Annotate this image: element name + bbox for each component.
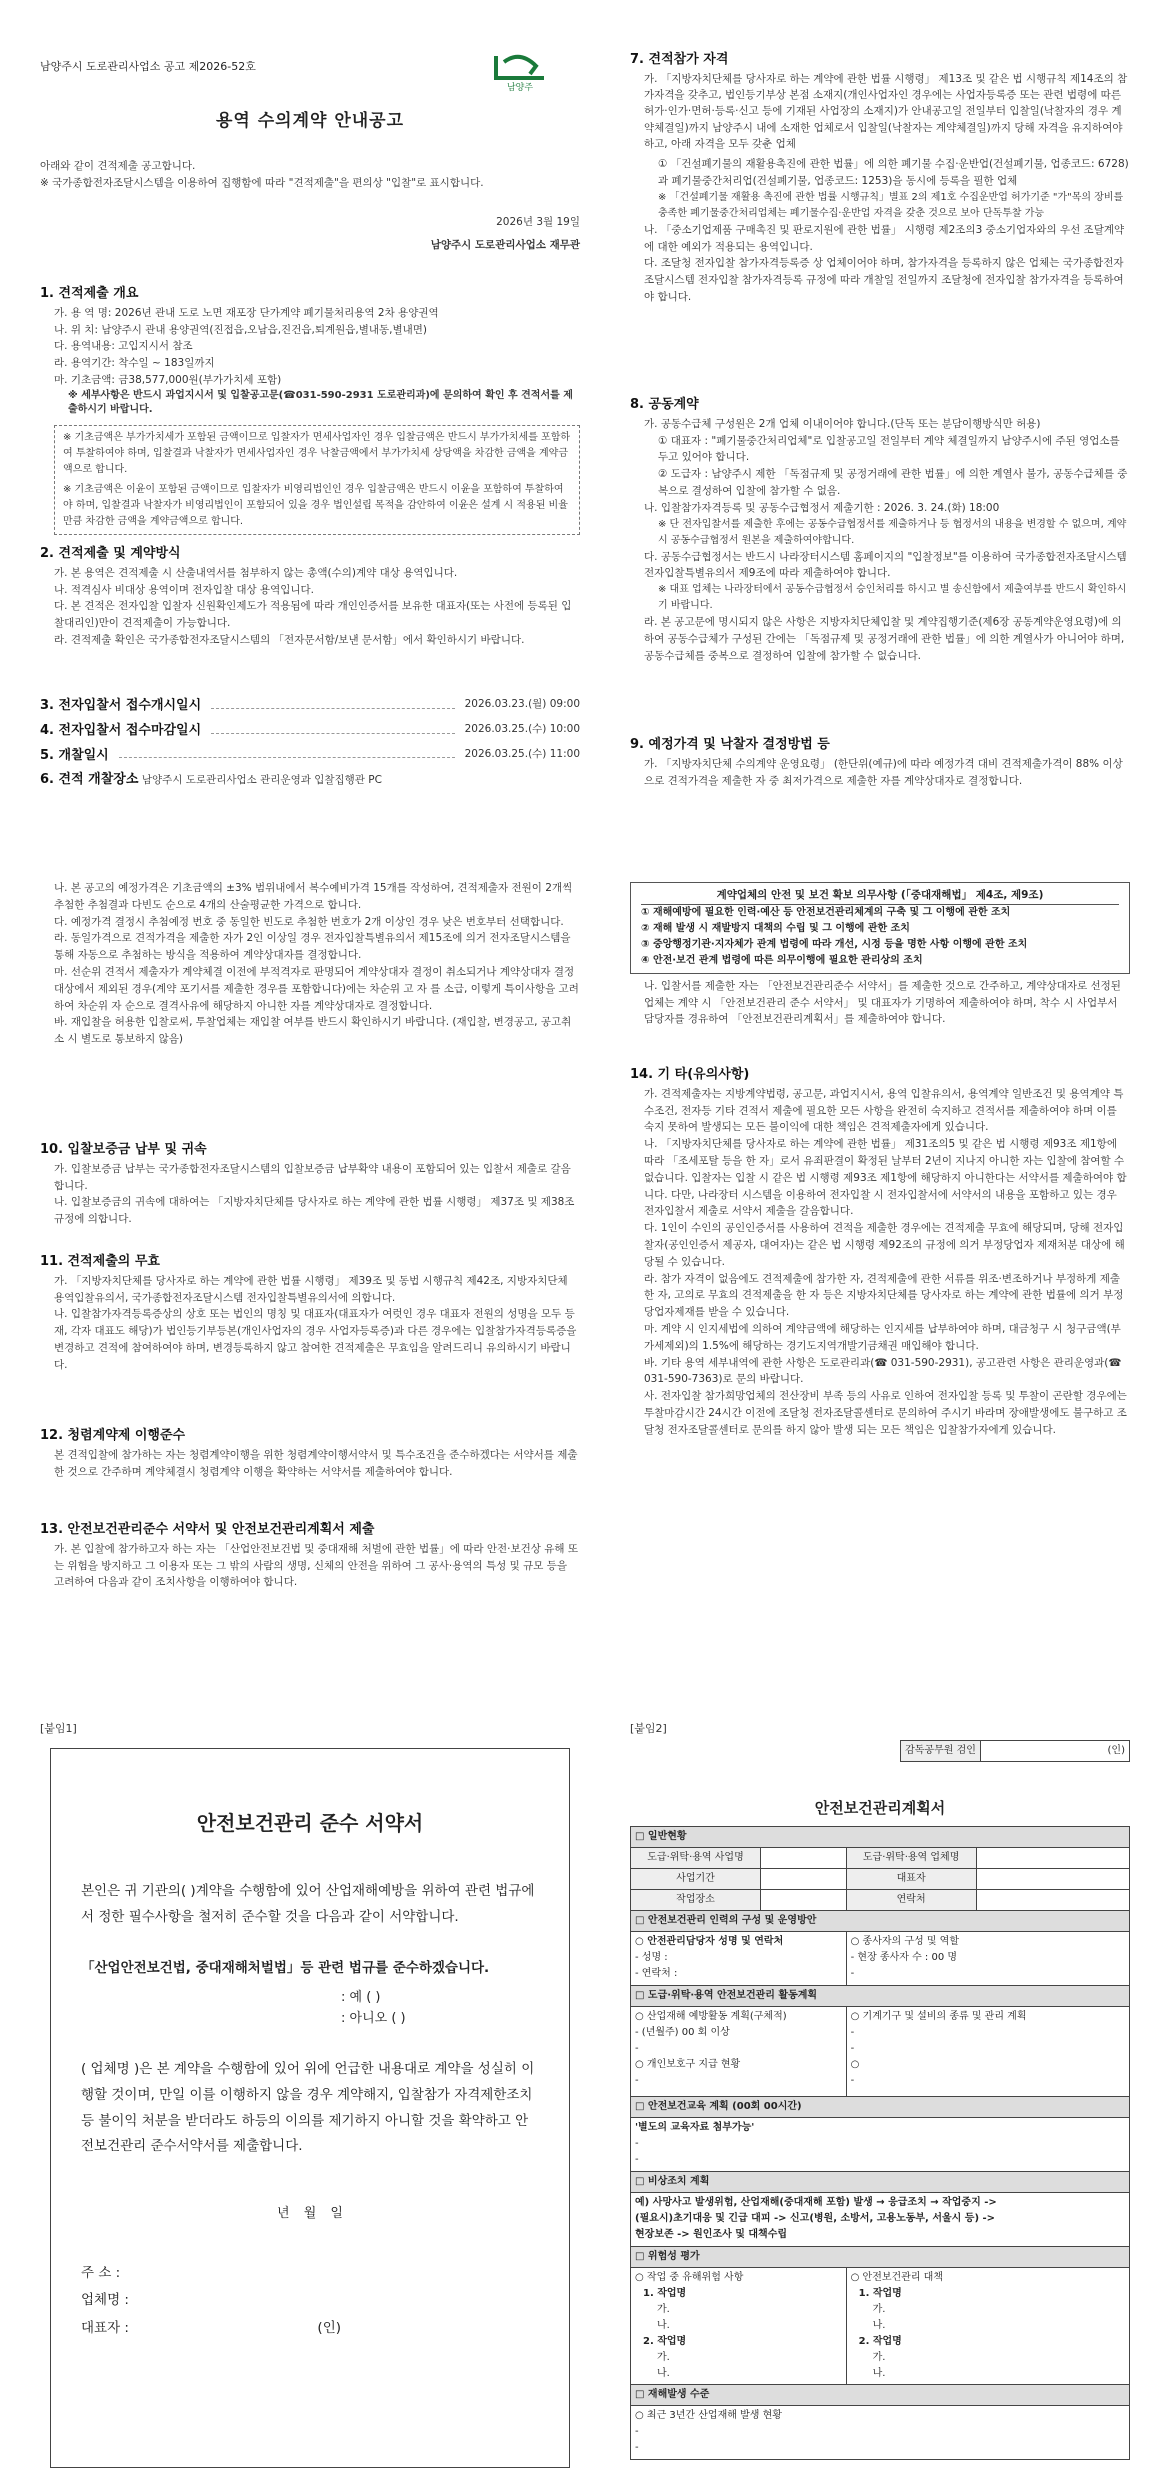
form-cell xyxy=(846,2007,1129,2097)
schedule-row xyxy=(40,746,580,767)
form-text: 1. 작업명 xyxy=(643,2288,687,2299)
section-2 xyxy=(40,544,580,649)
s14-item: 다. 1인이 수인의 공인인증서를 사용하여 견적을 제출한 경우에는 견적제출 무효에 해당되며, 당해 전자입찰자(공인인증서 제공자, 대여자)는 같은 법 시행령 제92조의 규정에 의거 부정당업자 제재처분 대상에 해당될 수 있습니다. xyxy=(644,1222,1125,1268)
form-text: 예) 사망사고 발생위험, 산업재해(중대재해 포함) 발생 → 응급조치 → 작업중지 -> xyxy=(635,2197,997,2208)
form-text: ○ 작업 중 유해위험 사항 xyxy=(635,2272,744,2283)
form-text: 나. xyxy=(657,2368,670,2379)
pledge-seal: (인) xyxy=(317,2320,341,2337)
s11-text: 가. 「지방자치단체를 당사자로 하는 계약에 관한 법률 시행령」 제39조 및 동법 시행규칙 제42조, 지방자치단체 용역입찰유의서, 국가종합전자조달시스템 전자입찰특별유의서에 의합니다. xyxy=(54,1274,568,1304)
form-text: - 연락처 : xyxy=(635,1968,678,1979)
form-text: - xyxy=(635,2442,639,2453)
schedule xyxy=(40,696,580,791)
s10-text: 가. 입찰보증금 납부는 국가종합전자조달시스템의 입찰보증금 납부확약 내용이 포함되어 있는 입찰서 제출로 갈음합니다. xyxy=(54,1162,571,1192)
schedule-label: 3. 전자입찰서 접수개시일시 xyxy=(40,698,202,713)
form-text: 2. 작업명 xyxy=(858,2336,902,2347)
section-heading: 1. 견적제출 개요 xyxy=(40,286,139,301)
schedule-value: 남양주시 도로관리사업소 관리운영과 입찰집행관 PC xyxy=(141,774,382,787)
s8-text: 나. 입찰참가자격등록 및 공동수급협정서 제출기한 : 2026. 3. 24.(화) 18:00 xyxy=(644,501,1000,514)
section-7 xyxy=(630,50,1130,306)
form-text: - xyxy=(850,1968,855,1979)
s8-text: 라. 본 공고문에 명시되지 않은 사항은 지방자치단체입찰 및 계약집행기준(제6장 공동계약운영요령)에 의하여 공동수급체가 구성된 간에는 「독점규제 및 공정거래에 관한 법률」에 의한 계열사가 아니어야 하며, 공동수급체를 중복으로 결정하여 입찰에 참가할 수 없습니다. xyxy=(644,616,1125,662)
section-9-cont xyxy=(40,880,580,1048)
form-section: □ 안전보건교육 계획 (00회 00시간) xyxy=(631,2097,1130,2118)
s2-item: 다. 본 견적은 전자입찰 입찰자 신원확인제도가 적용됨에 따라 개인인증서를 보유한 대표자(또는 사전에 등록된 입찰대리인)만이 견적제출이 가능합니다. xyxy=(54,600,572,630)
schedule-label: 4. 전자입찰서 접수마감일시 xyxy=(40,722,202,738)
form-cell xyxy=(846,2268,1129,2385)
s1-item: 나. 위 치: 남양주시 관내 용양권역(진접읍,오남읍,진건읍,퇴계원읍,별내동,별내면) xyxy=(54,323,428,336)
section-heading: 13. 안전보건관리준수 서약서 및 안전보건관리계획서 제출 xyxy=(40,1522,375,1537)
section-heading: 8. 공동계약 xyxy=(630,397,699,412)
s2-item: 라. 견적제출 확인은 국가종합전자조달시스템의 「전자문서함/보낸 문서함」에서 확인하시기 바랍니다. xyxy=(54,633,525,646)
form-cell xyxy=(631,2406,1130,2460)
form-text: - xyxy=(850,2027,855,2038)
section-10 xyxy=(40,1140,580,1228)
s9b-text: 라. 동일가격으로 견적가격을 제출한 자가 2인 이상일 경우 전자입찰특별유의서 제15조에 의거 전자조달시스템을 통해 자동으로 추첨하는 방식을 적용하여 계약상대자를 결정합니다. xyxy=(54,932,571,962)
schedule-value: 2026.03.25.(수) 11:00 xyxy=(464,747,580,760)
schedule-row xyxy=(40,696,580,717)
s1-note: ※ 기초금액은 이윤이 포함된 금액이므로 입찰자가 비영리법인인 경우 입찰금액은 반드시 이윤을 포함하여 투찰하여야 하며, 입찰결과 낙찰자가 비영리법인이 포함되어 있을 경우 법인설립 목적을 감안하여 이윤은 설계 시 적용된 비율만큼 차감한 금액을 계약금액으로 합니다. xyxy=(63,483,568,527)
s14-item: 나. 「지방자치단체를 당사자로 하는 계약에 관한 법률」 제31조의5 및 같은 법 시행령 제93조 제1항에 따라 「조세포탈 등을 한 자」로서 유죄판결이 확정된 날부터 2년이 지나지 아니한 자는 입찰에 참여할 수 없습니다. 입찰자는 입찰 시 같은 법 시행령 제93조 제1항에 해당하지 아니한다는 서약서를 제출하여야 합니다. 다만, 나라장터 시스템을 이용하여 전자입찰 시 전자입찰서에 서약서의 내용을 포함하고 있는 경우 전자입찰서 제출로 서약서 제출을 갈음합니다. xyxy=(644,1138,1127,1218)
city-logo-icon xyxy=(490,52,550,94)
s2-item: 나. 적격심사 비대상 용역이며 전자입찰 대상 용역입니다. xyxy=(54,583,314,596)
section-heading: 9. 예정가격 및 낙찰자 결정방법 등 xyxy=(630,737,830,752)
schedule-label: 6. 견적 개찰장소 xyxy=(40,772,139,788)
form-text: 가. xyxy=(872,2304,886,2315)
s1-item: 마. 기초금액: 금38,577,000원(부가가치세 포함) xyxy=(54,373,282,386)
pledge-address: 주 소 : xyxy=(81,2264,121,2281)
pledge-law: 「산업안전보건법, 중대재해처벌법」등 관련 법규를 준수하겠습니다. xyxy=(81,1960,490,1977)
notice-title: 용역 수의계약 안내공고 xyxy=(215,111,405,131)
s1-item: 라. 용역기간: 착수일 ~ 183일까지 xyxy=(54,357,215,370)
form-text: - xyxy=(850,2075,855,2086)
form-text: - 현장 종사자 수 : 00 명 xyxy=(850,1952,958,1963)
attachment-1-tag: [붙임1] xyxy=(40,1722,77,1735)
s1-warning: ※ 세부사항은 반드시 과업지시서 및 입찰공고문(☎031-590-2931 도로관리과)에 문의하여 확인 후 견적서를 제출하시기 바랍니다. xyxy=(68,389,573,415)
form-section: □ 도급·위탁·용역 안전보건관리 활동계획 xyxy=(631,1986,1130,2007)
section-1 xyxy=(40,284,580,535)
s7-text: 나. 「중소기업제품 구매촉진 및 판로지원에 관한 법률」 시행령 제2조의3 중소기업자와의 우선 조달계약에 대한 예외가 적용되는 용역입니다. xyxy=(644,223,1125,253)
s1-item: 다. 용역내용: 고입지시서 참조 xyxy=(54,340,193,353)
form-cell xyxy=(631,1932,847,1986)
schedule-value: 2026.03.25.(수) 10:00 xyxy=(464,722,580,735)
s9b-text: 마. 선순위 견적서 제출자가 계약체결 이전에 부적격자로 판명되어 계약상대자 결정이 취소되거나 계약상대자 결정 대상에서 제외된 경우(계약 포기서를 제출한 경우를 포함합니다)에는 차순위 고 자 를 소급, 이렇게 특이사항을 고려하여 차순위 자 순으로 결격사유에 해당하지 아니한 자를 계약상대자로 결정합니다. xyxy=(54,965,579,1012)
logo xyxy=(490,52,550,94)
duty-item: ④ 안전·보건 관계 법령에 따른 의무이행에 필요한 관리상의 조치 xyxy=(641,954,923,966)
section-heading: 7. 견적참가 자격 xyxy=(630,52,729,67)
section-14 xyxy=(630,1065,1130,1439)
form-text: ○ 최근 3년간 산업재해 발생 현황 xyxy=(635,2410,782,2421)
s8-text: ② 도급자 : 남양주시 제한 「독점규제 및 공정거래에 관한 법률」에 의한 계열사 불가, 공동수급체를 중복으로 결성하여 입찰에 참가할 수 없음. xyxy=(658,468,1128,497)
pledge-rep-row xyxy=(81,2318,341,2340)
form-cell xyxy=(846,1932,1129,1986)
s8-text: 가. 공동수급체 구성원은 2개 업체 이내이어야 합니다.(단독 또는 분담이행방식만 허용) xyxy=(644,417,1041,430)
form-label: 도급·위탁·용역 사업명 xyxy=(631,1848,761,1869)
form-text: 나. xyxy=(872,2368,886,2379)
s8-text: ① 대표자 : "폐기물중간처리업체"로 입찰공고일 전일부터 계약 체결일까지 남양주시에 주된 영업소를 두고 있어야 합니다. xyxy=(658,434,1120,464)
schedule-value: 2026.03.23.(월) 09:00 xyxy=(464,698,580,710)
section-9 xyxy=(630,735,1130,789)
schedule-label: 5. 개찰일시 xyxy=(40,747,109,763)
form-label: 대표자 xyxy=(846,1869,976,1890)
form-text: ○ 안전보건관리 대책 xyxy=(850,2272,943,2283)
pledge-yes: : 예 ( ) xyxy=(341,1989,381,2005)
form-label: 연락처 xyxy=(846,1890,976,1911)
attachment-2-tag: [붙임2] xyxy=(630,1722,667,1735)
form-text: ○ 안전관리담당자 성명 및 연락처 xyxy=(635,1936,784,1947)
section-heading: 2. 견적제출 및 계약방식 xyxy=(40,546,181,561)
pledge-company: 업체명 : xyxy=(81,2292,129,2309)
form-section: □ 재해발생 수준 xyxy=(631,2385,1130,2406)
form-text: 나. xyxy=(872,2320,886,2331)
s12-text: 본 견적입찰에 참가하는 자는 청렴계약이행을 위한 청렴계약이행서약서 및 특수조건을 준수하겠다는 서약서를 제출한 것으로 간주하며 계약체결시 청렴계약 이행을 확약하는 서약서를 제출하여야 합니다. xyxy=(54,1448,578,1478)
form-text: 나. xyxy=(657,2320,670,2331)
form-label: 도급·위탁·용역 업체명 xyxy=(846,1848,976,1869)
s1-note-box xyxy=(54,425,580,535)
notice-issuer: 남양주시 도로관리사업소 재무관 xyxy=(430,238,580,251)
schedule-row xyxy=(40,770,580,791)
form-text: - xyxy=(635,2426,639,2437)
form-text: - xyxy=(635,2138,639,2149)
form-cell xyxy=(631,2268,847,2385)
form-value[interactable] xyxy=(976,1848,1129,1869)
intro-note: ※ 국가종합전자조달시스템을 이용하여 집행함에 따라 "견적제출"을 편의상 "입찰"로 표시합니다. xyxy=(40,176,484,189)
s2-item: 가. 본 용역은 견적제출 시 산출내역서를 첨부하지 않는 총액(수의)계약 대상 용역입니다. xyxy=(54,566,458,579)
form-cell xyxy=(631,2007,847,2097)
s14-item: 라. 참가 자격이 없음에도 견적제출에 참가한 자, 견적제출에 관한 서류를 위조·변조하거나 부정하게 제출한 자, 고의로 무효의 견적제출을 한 자 등은 지방자치단체를 당사자로 하는 계약에 관한 법률에 의거 부정당업자제재를 받을 수 있습니다. xyxy=(644,1272,1124,1319)
form-value[interactable] xyxy=(761,1869,847,1890)
form-text: - (년월주) 00 회 이상 xyxy=(635,2027,730,2038)
s14-item: 사. 전자입찰 참가희망업체의 전산장비 부족 등의 사유로 인하여 전자입찰 등록 및 투찰이 곤란할 경우에는 투찰마감시간 24시간 이전에 조달청 전자조달콜센터로 문의하여 주시기 바라며 장애발생에도 불구하고 조달청 전자조달콜센터로 문의를 하지 않아 발생 되는 모든 책임은 입찰참가자에게 있습니다. xyxy=(644,1390,1127,1436)
s7-text: ※ 「건설폐기물 재활용 촉진에 관한 법률 시행규칙」별표 2의 제1호 수집운반업 허가기준 "가"목의 장비를 충족한 폐기물중간처리업체는 폐기물수집·운반업 자격을 갖춘 것으로 보아 단독투찰 가능 xyxy=(658,191,1124,219)
s1-note: ※ 기초금액은 부가가치세가 포함된 금액이므로 입찰자가 면세사업자인 경우 입찰금액은 반드시 부가가치세를 포함하여 투찰하여야 하며, 입찰결과 낙찰자가 면세사업자인 경우 낙찰금액에서 부가가치세 상당액을 차감한 금액을 계약금액으로 합니다. xyxy=(63,431,571,475)
s8-text: ※ 단 전자입찰서를 제출한 후에는 공동수급협정서를 제출하거나 등 협정서의 내용을 변경할 수 없으며, 계약 시 공동수급협정서 원본을 제출하여야합니다. xyxy=(658,518,1127,546)
s7-text: 가. 「지방자치단체를 당사자로 하는 계약에 관한 법률 시행령」 제13조 및 같은 법 시행규칙 제14조의 참가자격을 갖추고, 법인등기부상 본점 소재지(개인사업자인 경우에는 사업자등록증 또는 관련 법령에 따른 허가·인가·면허·등록·신고 등에 기재된 사업장의 소재지)가 안내공고일 전일부터 입찰일(낙찰자의 경우 계약체결일)까지 남양주시 내에 소재한 업체로서 입찰일(낙찰자는 계약체결일)까지 당해 자격을 유지하여야 하고, 아래 자격을 모두 갖춘 업체 xyxy=(644,72,1128,150)
form-value[interactable] xyxy=(976,1869,1129,1890)
s1-item: 가. 용 역 명: 2026년 관내 도로 노면 재포장 단가계약 폐기물처리용역 2차 용양권역 xyxy=(54,306,439,319)
plan-title: 안전보건관리계획서 xyxy=(814,1799,946,1817)
section-heading: 12. 청렴계약제 이행준수 xyxy=(40,1428,186,1443)
form-text: 가. xyxy=(657,2352,670,2363)
form-label: 작업장소 xyxy=(631,1890,761,1911)
s8-text: ※ 대표 업체는 나라장터에서 공동수급협정서 승인처리를 하시고 별 송신함에서 제출여부를 반드시 확인하시기 바랍니다. xyxy=(658,584,1127,612)
safety-plan-form xyxy=(630,1826,1130,2460)
s9-text: 가. 「지방자치단체 수의계약 운영요령」 (한단위(예규)에 따라 예정가격 대비 견적제출가격이 88% 이상으로 견적가격을 제출한 자 중 최저가격으로 제출한 자를 계약상대자로 결정합니다. xyxy=(644,757,1123,787)
form-text: 가. xyxy=(657,2304,670,2315)
s7-text: 다. 조달청 전자입찰 참가자격등록증 상 업체이어야 하며, 참가자격을 등록하지 않은 업체는 국가종합전자조달시스템 전자입찰 참가자격등록 규정에 따라 개찰일 전일까지 조달청에 전자입찰 참가자격을 등록하여야 합니다. xyxy=(644,257,1124,303)
intro-text: 아래와 같이 견적제출 공고합니다. xyxy=(40,160,196,172)
duty-box xyxy=(630,882,1130,1028)
form-text: ○ xyxy=(850,2059,860,2070)
s11-text: 나. 입찰참가자격등록증상의 상호 또는 법인의 명칭 및 대표자(대표자가 여럿인 경우 대표자 전원의 성명을 모두 등재, 각자 대표도 해당)가 법인등기부등본(개인사업자의 경우 사업자등록증)과 다른 경우에는 입찰참가자격등록증을 변경하고 견적에 참여하여야 하며, 변경등록하지 않고 참여한 견적제출은 무효임을 알려드리니 유의하시기 바랍니다. xyxy=(54,1308,577,1371)
pledge-date: 년 월 일 xyxy=(277,2206,343,2222)
form-text: ○ 기계기구 및 설비의 종류 및 관리 계획 xyxy=(850,2011,1027,2022)
form-text: - xyxy=(635,2075,639,2086)
section-8 xyxy=(630,395,1130,665)
schedule-row xyxy=(40,721,580,742)
form-text: 2. 작업명 xyxy=(643,2336,687,2347)
form-text: '별도의 교육자료 첨부가능' xyxy=(635,2122,755,2133)
form-cell xyxy=(631,2118,1130,2172)
form-label: 사업기간 xyxy=(631,1869,761,1890)
form-text: 현장보존 -> 원인조사 및 대책수립 xyxy=(635,2229,788,2240)
inspection-box xyxy=(900,1740,1130,1762)
notice-number: 남양주시 도로관리사업소 공고 제2026-52호 xyxy=(40,60,256,73)
duty-item: ③ 중앙행정기관·지자체가 관계 법령에 따라 개선, 시정 등을 명한 사항 이행에 관한 조치 xyxy=(641,938,1028,950)
section-12 xyxy=(40,1426,580,1480)
duty-item: ② 재해 발생 시 재발방지 대책의 수립 및 그 이행에 관한 조치 xyxy=(641,922,910,934)
s10-text: 나. 입찰보증금의 귀속에 대하여는 「지방자치단체를 당사자로 하는 계약에 관한 법률 시행령」 제37조 및 제38조 규정에 의합니다. xyxy=(54,1196,575,1226)
pledge-title: 안전보건관리 준수 서약서 xyxy=(196,1811,424,1835)
section-13 xyxy=(40,1520,580,1591)
duty-list xyxy=(630,882,1130,974)
form-cell xyxy=(631,2193,1130,2247)
s9b-text: 바. 재입찰을 허용한 입찰로써, 투찰업체는 재입찰 여부를 반드시 확인하시기 바랍니다. (재입찰, 변경공고, 공고취소 시 별도로 통보하지 않음) xyxy=(54,1016,572,1046)
section-heading: 11. 견적제출의 무효 xyxy=(40,1254,160,1269)
form-text: ○ 개인보호구 지급 현황 xyxy=(635,2059,741,2070)
duty-title: 계약업체의 안전 및 보건 확보 의무사항 (「중대재해법」 제4조, 제9조) xyxy=(641,887,1119,905)
section-heading: 14. 기 타(유의사항) xyxy=(630,1067,750,1082)
notice-date: 2026년 3월 19일 xyxy=(496,216,580,228)
s14-item: 바. 기타 용역 세부내역에 관한 사항은 도로관리과(☎ 031-590-2931), 공고관련 사항은 관리운영과(☎ 031-590-7363)로 문의 바랍니다. xyxy=(644,1356,1122,1386)
s14-item: 마. 계약 시 인지세법에 의하여 계약금액에 해당하는 인지세를 납부하여야 하며, 대금청구 시 청구금액(부가세제외)의 1.5%에 해당하는 경기도지역개발기금채권 매입해야 합니다. xyxy=(644,1322,1121,1352)
form-value[interactable] xyxy=(761,1848,847,1869)
form-text: - 성명 : xyxy=(635,1952,668,1963)
form-text: - xyxy=(635,2154,639,2165)
form-text: - xyxy=(850,2043,855,2054)
s8-text: 다. 공동수급협정서는 반드시 나라장터시스템 홈페이지의 "입찰정보"를 이용하여 국가종합전자조달시스템 전자입찰특별유의서 제9조에 따라 제출하여야 합니다. xyxy=(644,550,1127,580)
pledge-no: : 아니오 ( ) xyxy=(341,2010,406,2026)
inspection-seal: (인) xyxy=(981,1741,1130,1762)
form-section: □ 일반현황 xyxy=(631,1827,1130,1848)
form-text: ○ 종사자의 구성 및 역할 xyxy=(850,1936,960,1947)
form-text: 가. xyxy=(872,2352,886,2363)
s9b-text: 다. 예정가격 결정시 추첨예정 번호 중 동일한 빈도로 추첨한 번호가 2개 이상인 경우 낮은 번호부터 선택합니다. xyxy=(54,915,564,928)
section-11 xyxy=(40,1252,580,1374)
svg-text:남양주: 남양주 xyxy=(506,83,534,93)
form-text: (필요시)초기대응 및 긴급 대피 -> 신고(병원, 소방서, 고용노동부, 서울시 등) -> xyxy=(635,2213,996,2224)
inspection-label: 감독공무원 검인 xyxy=(901,1741,981,1762)
form-section: □ 안전보건관리 인력의 구성 및 운영방안 xyxy=(631,1911,1130,1932)
form-value[interactable] xyxy=(976,1890,1129,1911)
s14-item: 가. 견적제출자는 지방계약법령, 공고문, 과업지시서, 용역 입찰유의서, 용역계약 일반조건 및 용역계약 특수조건, 전자등 기타 견적서 제출에 필요한 모든 사항을 완전히 숙지하고 견적서를 제출하여야 하며 이를 숙지 못하여 발생되는 모든 불이익에 대한 책임은 견적제출자에게 있습니다. xyxy=(644,1087,1124,1134)
pledge-body: ( 업체명 )은 본 계약을 수행함에 있어 위에 언급한 내용대로 계약을 성실히 이행할 것이며, 만일 이를 이행하지 않을 경우 계약해지, 입찰참가 자격제한조치 등 불이익 처분을 받더라도 하등의 이의를 제기하지 아니할 것을 확약하고 안전보건관리 준수서약서를 제출합니다. xyxy=(81,2061,535,2155)
s13b-text: 나. 입찰서를 제출한 자는 「안전보건관리준수 서약서」를 제출한 것으로 간주하고, 계약상대자로 선정된 업체는 계약 시 「안전보건관리 준수 서약서」 및 대표자가 기명하여 제출하여야 하며, 착수 시 사업부서 담당자를 경유하여 「안전보건관리계획서」를 제출하여야 합니다. xyxy=(644,979,1121,1026)
s7-text: ① 「건설폐기물의 재활용촉진에 관한 법률」에 의한 폐기물 수집·운반업(건설폐기물, 업종코드: 6728)과 폐기물중간처리업(건설폐기물, 업종코드: 1253)을 동시에 등록을 필한 업체 xyxy=(658,158,1129,187)
s9b-text: 나. 본 공고의 예정가격은 기초금액의 ±3% 범위내에서 복수예비가격 15개를 작성하여, 견적제출자 전원이 2개씩 추첨한 추첨결과 다빈도 순으로 4개의 산술평균한 가격으로 합니다. xyxy=(54,882,573,911)
section-heading: 10. 입찰보증금 납부 및 귀속 xyxy=(40,1142,207,1157)
duty-item: ① 재해예방에 필요한 인력·예산 등 안전보건관리체계의 구축 및 그 이행에 관한 조치 xyxy=(641,906,1011,918)
s13-text: 가. 본 입찰에 참가하고자 하는 자는 「산업안전보건법 및 중대재해 처벌에 관한 법률」에 따라 안전·보건상 유해 또는 위험을 방지하고 그 이용자 또는 그 밖의 사람의 생명, 신체의 안전을 위하여 그 공사·용역의 특성 및 규모 등을 고려하여 다음과 같이 조치사항을 이행하여야 합니다. xyxy=(54,1542,579,1589)
attachment-1 xyxy=(50,1748,570,2468)
form-text: ○ 산업재해 예방활동 계획(구체적) xyxy=(635,2011,787,2022)
form-section: □ 비상조치 계획 xyxy=(631,2172,1130,2193)
pledge-intro: 본인은 귀 기관의( )계약을 수행함에 있어 산업재해예방을 위하여 관련 법규에서 정한 필수사항을 철저히 준수할 것을 다음과 같이 서약합니다. xyxy=(81,1883,535,1925)
form-section: □ 위험성 평가 xyxy=(631,2247,1130,2268)
form-text: - xyxy=(635,2043,639,2054)
form-text: 1. 작업명 xyxy=(858,2288,902,2299)
pledge-rep: 대표자 : xyxy=(81,2320,129,2337)
form-value[interactable] xyxy=(761,1890,847,1911)
